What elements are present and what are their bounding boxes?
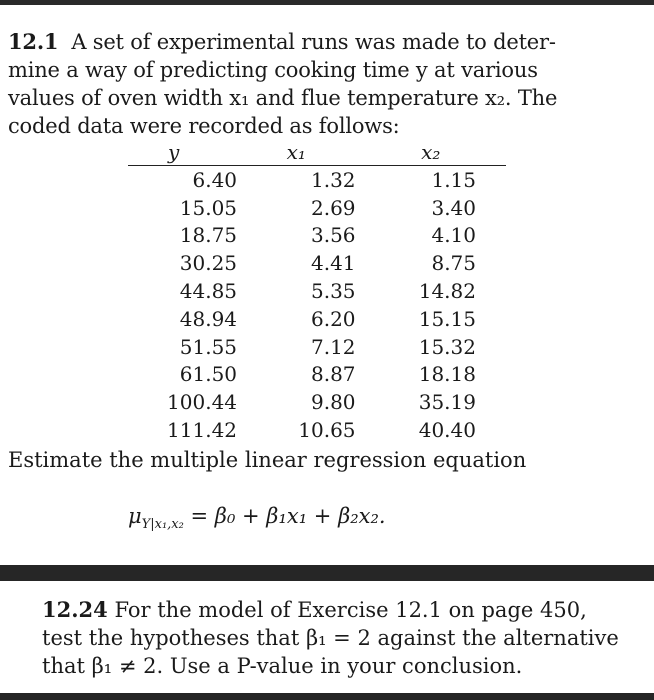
cell-x2: 3.40 — [431, 195, 476, 220]
cell-y: 18.75 — [179, 223, 238, 248]
problem-12-24 — [42, 596, 642, 680]
problem-12-1-line-2: mine a way of predicting cooking time y at various — [8, 58, 538, 82]
cell-y: 48.94 — [179, 306, 238, 331]
cell-y: 30.25 — [179, 251, 238, 276]
problem-12-1-line-3: values of oven width x₁ and flue temperature x₂. The — [8, 86, 558, 110]
problem-12-24-line-3: that β₁ ≠ 2. Use a P-value in your conclusion. — [42, 654, 523, 678]
cell-y: 44.85 — [179, 279, 238, 304]
cell-y: 6.40 — [192, 167, 238, 192]
table-row — [128, 166, 506, 194]
equation-lhs-subscript: Y|x₁,x₂ — [141, 517, 184, 533]
table-row — [128, 333, 506, 361]
problem-12-24-line-2: test the hypotheses that β₁ = 2 against the alternative — [42, 626, 619, 650]
cell-x2: 14.82 — [418, 279, 476, 304]
table-row — [128, 416, 506, 444]
cell-x2: 18.18 — [418, 362, 476, 387]
cell-y: 111.42 — [167, 418, 238, 443]
cell-y: 15.05 — [179, 195, 238, 220]
cell-x2: 15.32 — [418, 334, 476, 359]
cell-x1: 9.80 — [311, 390, 356, 415]
problem-text: A set of experimental runs was made to deter- — [71, 30, 556, 54]
problem-number: 12.24 — [42, 597, 108, 622]
table-row — [128, 277, 506, 305]
equation-lhs: μ — [128, 504, 142, 528]
cell-x1: 3.56 — [311, 223, 356, 248]
problem-12-1 — [8, 28, 638, 140]
table-row — [128, 222, 506, 250]
cell-x1: 1.32 — [311, 167, 356, 192]
cell-x1: 5.35 — [311, 279, 356, 304]
problem-12-24-line-1 — [42, 596, 642, 624]
cell-y: 61.50 — [179, 362, 238, 387]
bottom-rule — [0, 693, 654, 700]
cell-x1: 4.41 — [311, 251, 356, 276]
table-row — [128, 305, 506, 333]
header-x2: x₂ — [356, 139, 506, 166]
regression-equation — [128, 504, 386, 532]
header-y: y — [128, 139, 237, 166]
cell-x2: 15.15 — [418, 306, 476, 331]
problem-12-1-line-1 — [8, 28, 638, 56]
cell-y: 100.44 — [167, 390, 238, 415]
table-row — [128, 194, 506, 222]
table-row — [128, 388, 506, 416]
cell-x1: 10.65 — [298, 418, 356, 443]
problem-number: 12.1 — [8, 29, 59, 54]
data-table — [128, 139, 506, 444]
table-row — [128, 361, 506, 389]
cell-x1: 6.20 — [311, 306, 356, 331]
equation-rhs: = β₀ + β₁x₁ + β₂x₂. — [190, 504, 386, 528]
header-x1: x₁ — [237, 139, 356, 166]
table-header-row — [128, 139, 506, 166]
table-row — [128, 249, 506, 277]
cell-x2: 40.40 — [418, 418, 476, 443]
section-divider — [0, 565, 654, 581]
problem-12-1-line-4: coded data were recorded as follows: — [8, 114, 400, 138]
cell-x2: 1.15 — [431, 167, 476, 192]
cell-y: 51.55 — [179, 334, 238, 359]
cell-x1: 8.87 — [311, 362, 356, 387]
problem-text: For the model of Exercise 12.1 on page 450, — [114, 598, 587, 622]
cell-x2: 8.75 — [431, 251, 476, 276]
top-rule — [0, 0, 654, 5]
cell-x1: 2.69 — [311, 195, 356, 220]
cell-x2: 4.10 — [431, 223, 476, 248]
cell-x1: 7.12 — [311, 334, 356, 359]
cell-x2: 35.19 — [418, 390, 476, 415]
instruction-text: Estimate the multiple linear regression equation — [8, 448, 527, 472]
